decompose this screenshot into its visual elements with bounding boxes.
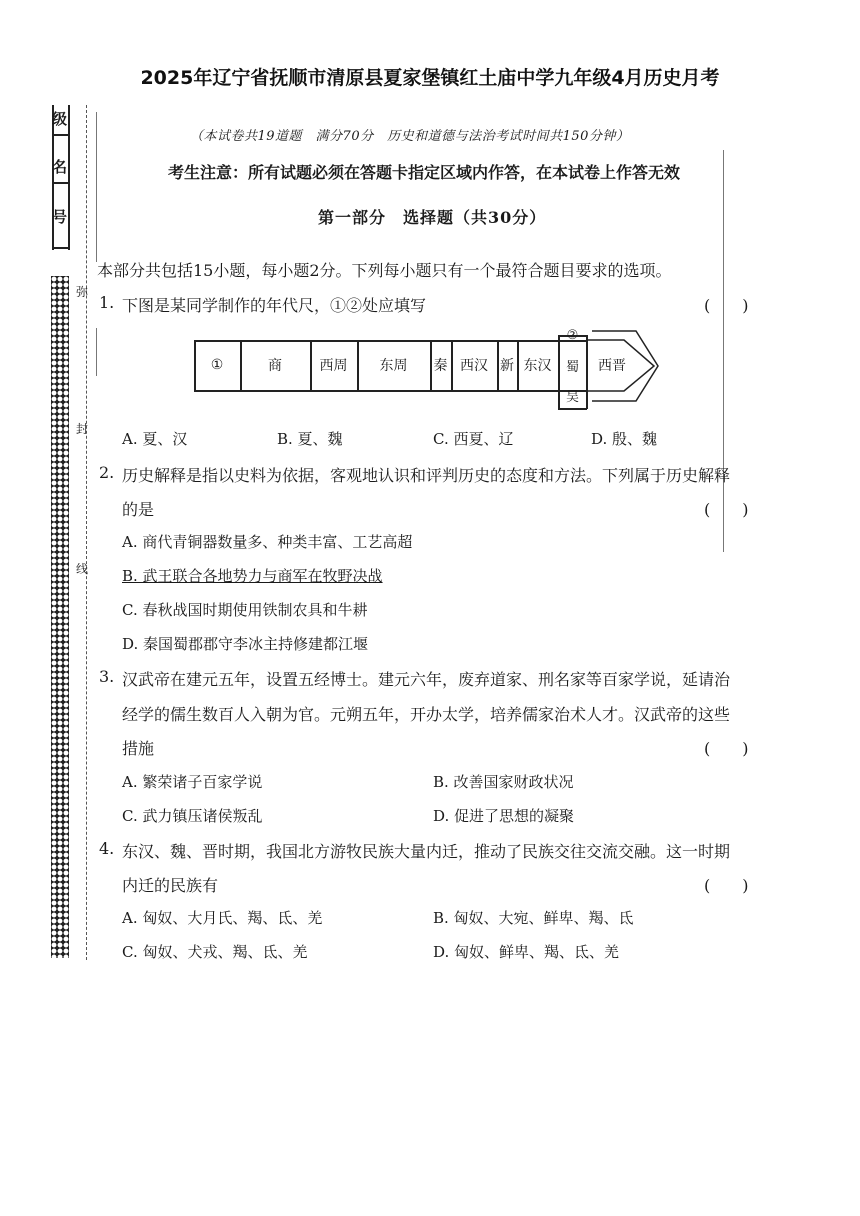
option-d: D. 秦国蜀郡郡守李冰主持修建都江堰 (122, 635, 369, 653)
frame-line (723, 150, 724, 552)
option-c: C. 武力镇压诸侯叛乱 (122, 807, 263, 825)
name-label: 名 (52, 158, 68, 176)
option-b: B. 匈奴、大宛、鲜卑、羯、氐 (433, 909, 634, 927)
option-b: B. 武王联合各地势力与商军在牧野决战 (122, 567, 383, 585)
part-title: 第一部分 选择题（共30分） (318, 208, 547, 227)
question-number: 4. (99, 839, 115, 858)
option-a: A. 繁荣诸子百家学说 (122, 773, 263, 791)
instructions: 本部分共包括15小题，每小题2分。下列每小题只有一个最符合题目要求的选项。 (97, 261, 672, 280)
option-c: C. 匈奴、犬戎、羯、氐、羌 (122, 943, 308, 961)
option-b: B. 改善国家财政状况 (433, 773, 574, 791)
question-text: 汉武帝在建元五年，设置五经博士。建元六年，废弃道家、刑名家等百家学说，延请治 (122, 670, 731, 689)
timeline-cell: 秦 (433, 358, 448, 374)
number-label: 号 (52, 208, 68, 226)
frame-line (96, 328, 97, 376)
question-number: 1. (99, 293, 115, 312)
timeline-cell: 东汉 (523, 358, 552, 374)
option-a: A. 商代青铜器数量多、种类丰富、工艺高超 (122, 533, 413, 551)
answer-bracket: ( ) (704, 296, 749, 315)
seal-char: 封 (76, 422, 89, 436)
question-text: 措施 (122, 739, 155, 758)
question-text: 经学的儒生数百人入朝为官。元朔五年，开办太学，培养儒家治术人才。汉武帝的这些 (122, 705, 731, 724)
question-text: 历史解释是指以史料为依据，客观地认识和评判历史的态度和方法。下列属于历史解释 (122, 466, 731, 485)
timeline-ruler (194, 321, 664, 411)
binding-divider (52, 247, 70, 249)
page-title: 2025年辽宁省抚顺市清原县夏家堡镇红土庙中学九年级4月历史月考 (140, 67, 720, 89)
option-a: A. 夏、汉 (122, 430, 188, 448)
binding-border (68, 105, 70, 250)
timeline-cell: 西汉 (460, 358, 488, 374)
grade-label: 级 (52, 110, 68, 128)
exam-notice: 考生注意：所有试题必须在答题卡指定区域内作答，在本试卷上作答无效 (168, 163, 681, 182)
timeline-cell: 商 (268, 358, 282, 374)
answer-bracket: ( ) (704, 876, 749, 895)
timeline-cell: ② (566, 327, 579, 343)
binding-divider (52, 134, 70, 136)
timeline-cell: 东周 (379, 358, 408, 374)
binding-dashed-line (86, 105, 87, 960)
option-c: C. 西夏、辽 (433, 430, 514, 448)
timeline-cell: 新 (500, 358, 514, 374)
answer-bracket: ( ) (704, 739, 749, 758)
question-number: 2. (99, 463, 115, 482)
question-text: 东汉、魏、晋时期，我国北方游牧民族大量内迁，推动了民族交往交流交融。这一时期 (122, 842, 731, 861)
answer-bracket: ( ) (704, 500, 749, 519)
option-d: D. 匈奴、鲜卑、羯、氐、羌 (433, 943, 620, 961)
question-number: 3. (99, 667, 115, 686)
frame-line (96, 112, 97, 262)
option-b: B. 夏、魏 (277, 430, 343, 448)
timeline-cell: 吴 (565, 389, 579, 405)
question-text: 内迁的民族有 (122, 876, 219, 895)
exam-info: （本试卷共19道题 满分70分 历史和道德与法治考试时间共150分钟） (190, 129, 630, 144)
timeline-cell: 西周 (319, 358, 348, 374)
timeline-cell: 蜀 (565, 359, 579, 375)
option-d: D. 促进了思想的凝聚 (433, 807, 575, 825)
option-d: D. 殷、魏 (591, 430, 658, 448)
option-c: C. 春秋战国时期使用铁制农具和牛耕 (122, 601, 368, 619)
timeline-cell: 西晋 (598, 358, 626, 374)
question-text: 下图是某同学制作的年代尺，①②处应填写 (122, 296, 427, 315)
seal-char: 弥 (76, 285, 89, 299)
option-a: A. 匈奴、大月氏、羯、氐、羌 (122, 909, 323, 927)
timeline-cell: ① (210, 357, 224, 373)
binding-divider (52, 182, 70, 184)
seal-char: 线 (76, 562, 89, 576)
question-text: 的是 (122, 500, 155, 519)
binding-pattern (51, 276, 69, 958)
